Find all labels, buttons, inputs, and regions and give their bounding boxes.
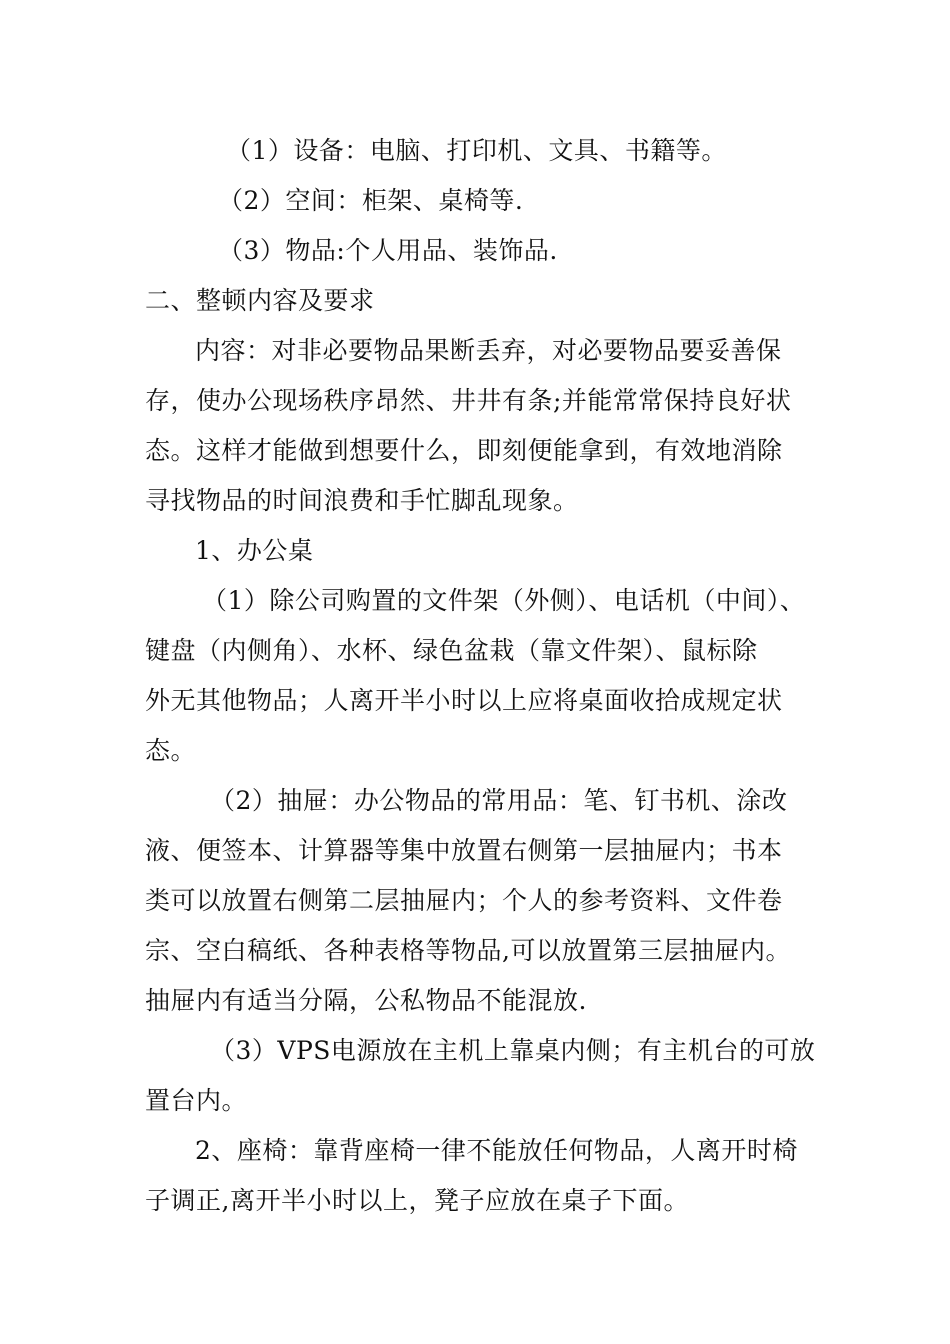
text-line-13: 态。 <box>145 736 197 765</box>
text-line-21: 2、座椅：靠背座椅一律不能放任何物品，人离开时椅 <box>195 1136 798 1165</box>
text-line-15: 液、便签本、计算器等集中放置右侧第一层抽屉内；书本 <box>145 836 783 865</box>
text-line-5: 内容：对非必要物品果断丢弃，对必要物品要妥善保 <box>195 336 782 365</box>
text-line-2: （2）空间：柜架、桌椅等. <box>218 186 524 215</box>
section-heading: 二、整顿内容及要求 <box>145 286 375 315</box>
text-line-18: 抽屉内有适当分隔，公私物品不能混放. <box>145 986 587 1015</box>
text-line-6: 存，使办公现场秩序昂然、井井有条;并能常常保持良好状 <box>145 386 792 415</box>
text-line-16: 类可以放置右侧第二层抽屉内；个人的参考资料、文件卷 <box>145 886 783 915</box>
text-line-1: （1）设备：电脑、打印机、文具、书籍等。 <box>226 136 727 165</box>
text-line-11: 键盘（内侧角）、水杯、绿色盆栽（靠文件架）、鼠标除 <box>145 636 758 665</box>
subheading-desk: 1、办公桌 <box>195 536 314 565</box>
text-line-19: （3）VPS电源放在主机上靠桌内侧；有主机台的可放 <box>210 1036 816 1065</box>
text-line-7: 态。这样才能做到想要什么，即刻便能拿到，有效地消除 <box>145 436 783 465</box>
text-line-8: 寻找物品的时间浪费和手忙脚乱现象。 <box>145 486 579 515</box>
text-line-14: （2）抽屉：办公物品的常用品：笔、钉书机、涂改 <box>210 786 788 815</box>
text-line-22: 子调正,离开半小时以上，凳子应放在桌子下面。 <box>145 1186 689 1215</box>
text-line-12: 外无其他物品；人离开半小时以上应将桌面收拾成规定状 <box>145 686 783 715</box>
text-line-10: （1）除公司购置的文件架（外侧）、电话机（中间）、 <box>202 586 806 615</box>
text-line-3: （3）物品:个人用品、装饰品. <box>218 236 558 265</box>
text-line-20: 置台内。 <box>145 1086 248 1115</box>
text-line-17: 宗、空白稿纸、各种表格等物品,可以放置第三层抽屉内。 <box>145 936 791 965</box>
